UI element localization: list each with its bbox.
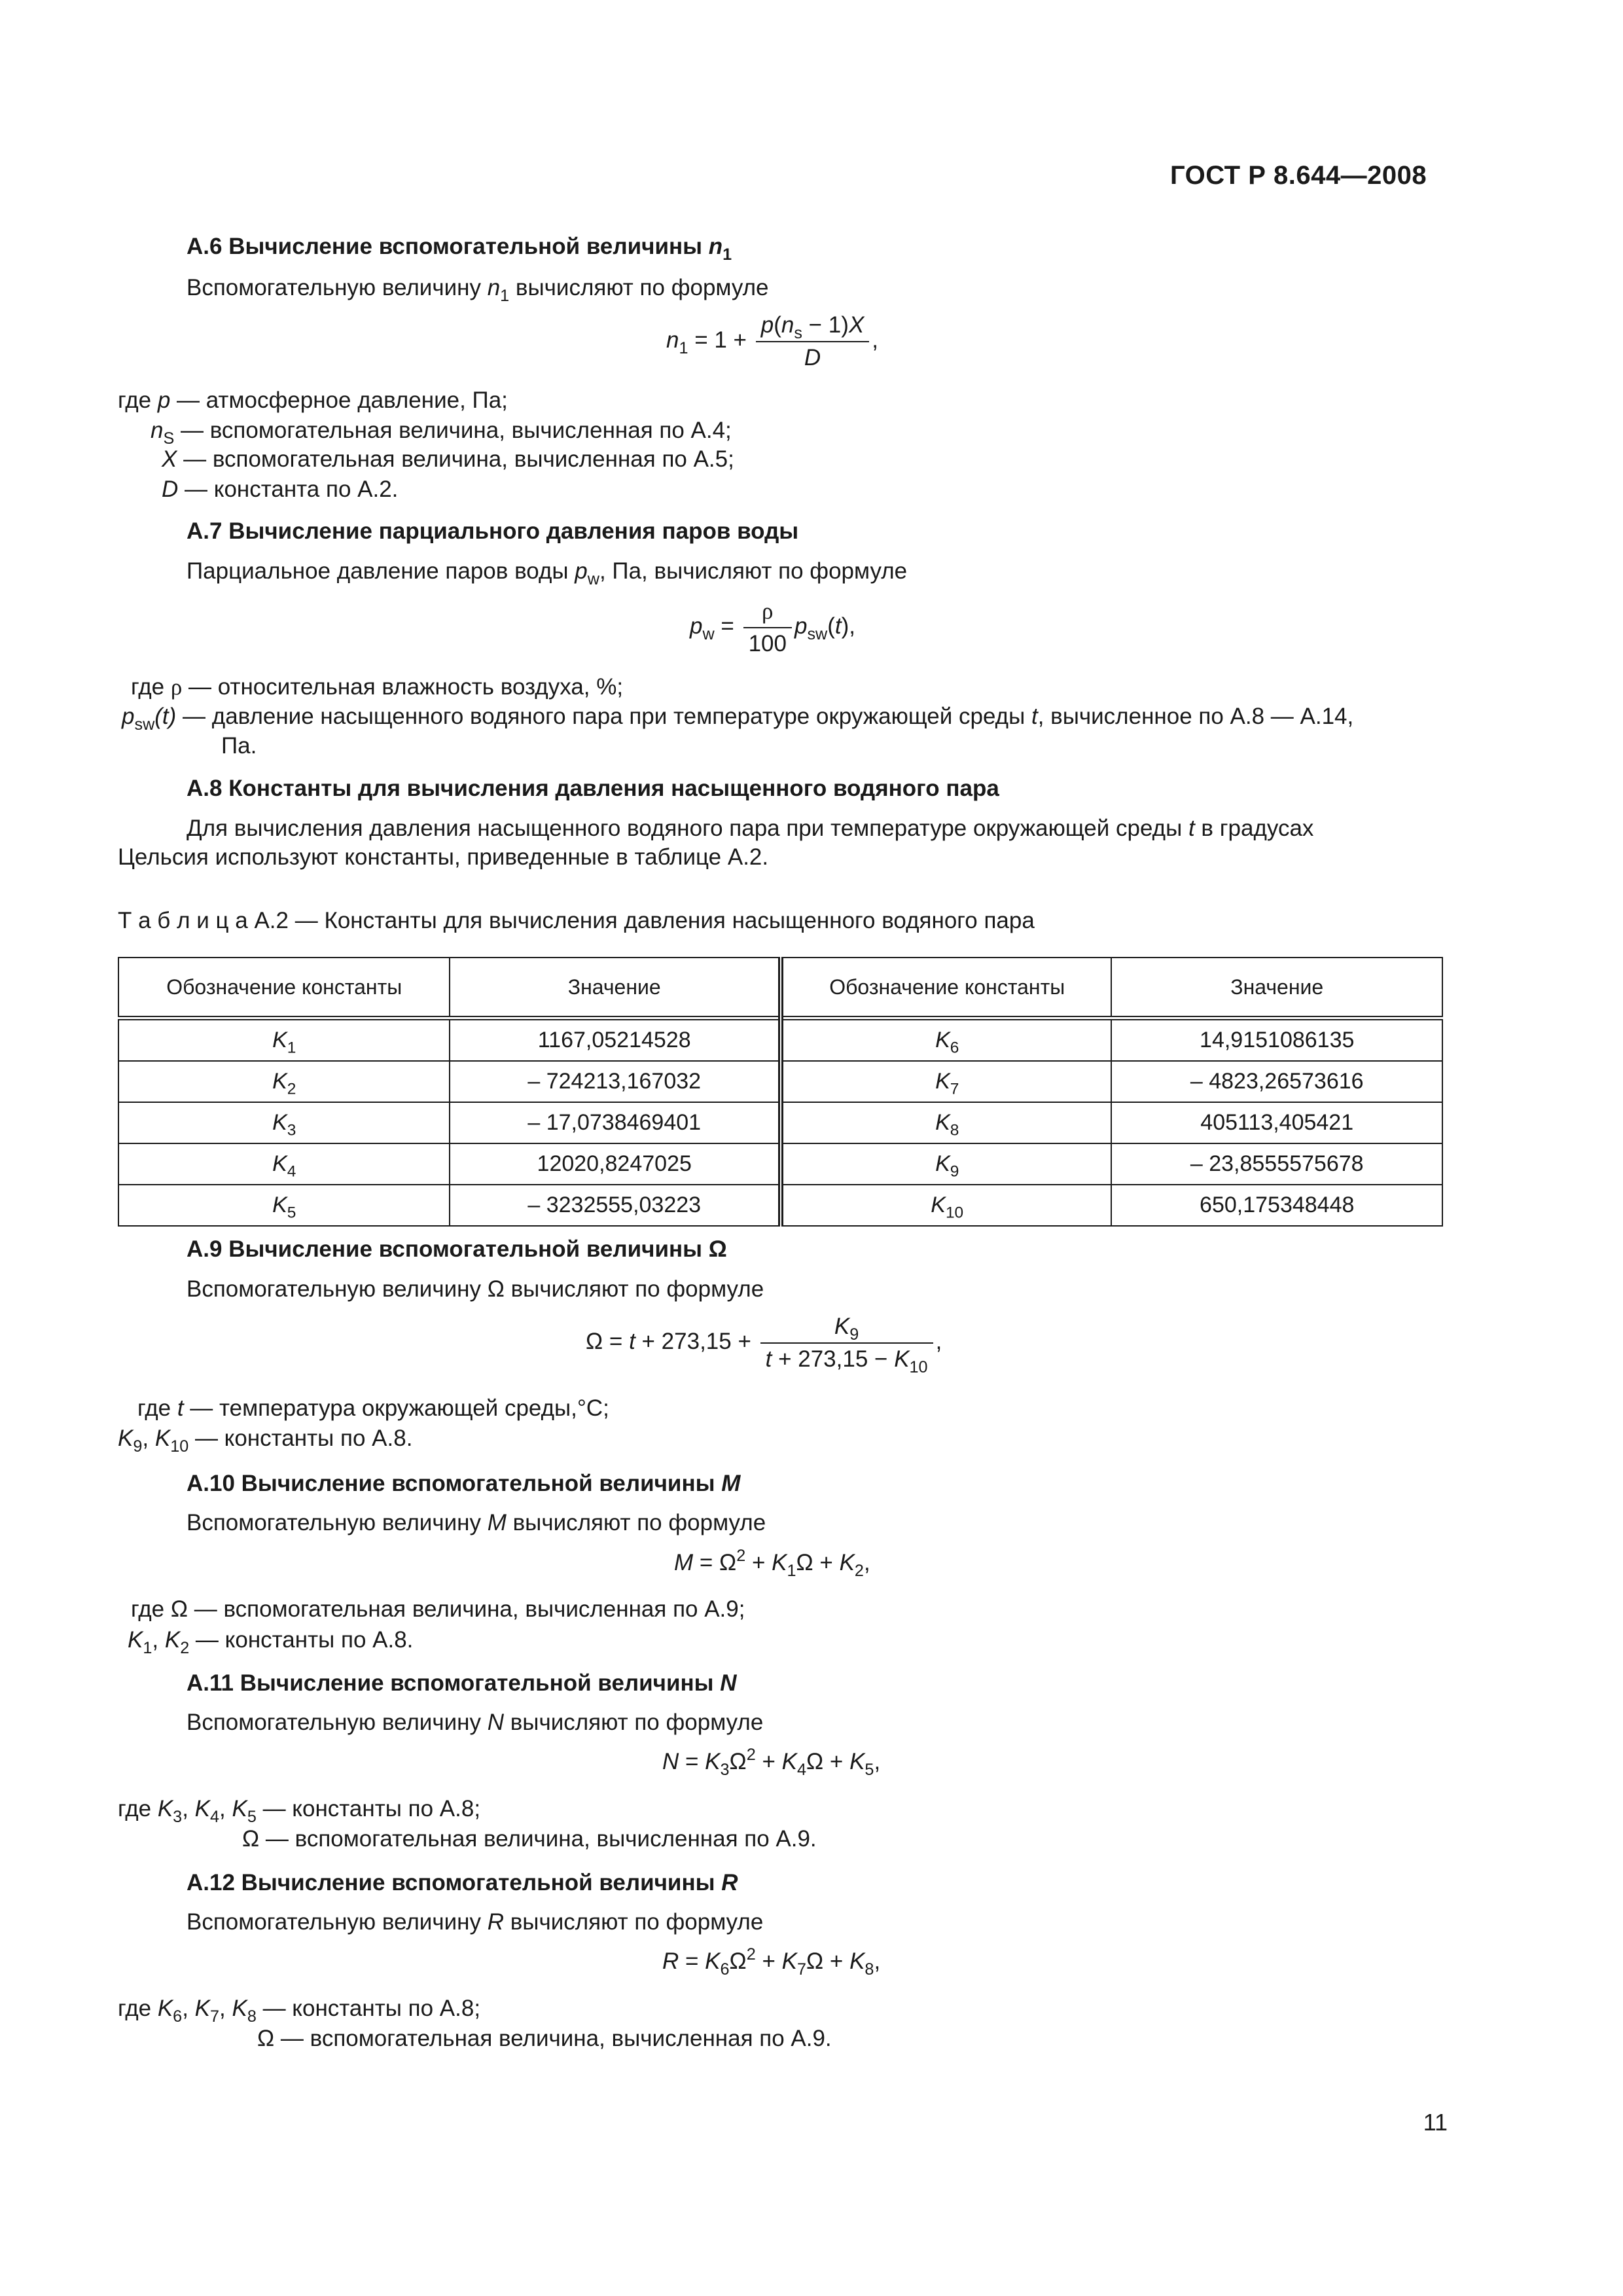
table-cell: 650,175348448: [1111, 1185, 1442, 1226]
table-cell: $K_{10}$: [781, 1185, 1111, 1226]
table-cell: – 3232555,03223: [450, 1185, 781, 1226]
table-cell: – 724213,167032: [450, 1061, 781, 1102]
table-row: [118, 1102, 1442, 1143]
where-a9-t: где t — температура окружающей среды,°С;: [137, 1395, 609, 1421]
table-row: [118, 1061, 1442, 1102]
formula-n1: $n_1 = 1$ + $\frac{p(n_s - 1)X}{D}$ ,: [666, 312, 879, 370]
table-cell: $K_7$: [781, 1061, 1111, 1102]
table-caption: Т а б л и ц а А.2 — Константы для вычисления давления насыщенного водяного пара: [118, 908, 1035, 933]
table-cell: $K_4$: [118, 1143, 450, 1185]
formula-r: $R = K_6\Omega^2 + K_7\Omega + K_8$,: [662, 1945, 881, 1979]
section-a11-intro: Вспомогательную величину N вычисляют по формуле: [187, 1710, 764, 1735]
table-row: [118, 1143, 1442, 1185]
table-cell: $K_5$: [118, 1185, 450, 1226]
table-cell: – 4823,26573616: [1111, 1061, 1442, 1102]
section-a10-intro: Вспомогательную величину M вычисляют по формуле: [187, 1510, 766, 1535]
section-a6-title: А.6 Вычисление вспомогательной величины $n_1$: [187, 234, 732, 264]
where-a11-k: где $K_3$, $K_4$, $K_5$ — константы по А.8;: [118, 1796, 481, 1826]
section-a9-intro: Вспомогательную величину Ω вычисляют по формуле: [187, 1276, 764, 1302]
section-a8-title: А.8 Константы для вычисления давления насыщенного водяного пара: [187, 776, 999, 801]
where-a7-unit: Па.: [221, 733, 257, 759]
section-a8-para-line1: Для вычисления давления насыщенного водяного пара при температуре окружающей среды t в градусах: [187, 816, 1314, 841]
section-a8-para-line2: Цельсия используют константы, приведенные в таблице А.2.: [118, 844, 769, 870]
formula-n: $N = K_3\Omega^2 + K_4\Omega + K_5$,: [662, 1746, 881, 1779]
table-header-cell: Значение: [450, 958, 781, 1018]
where-a6-x: X — вспомогательная величина, вычисленная по А.5;: [162, 446, 734, 472]
section-a12-intro: Вспомогательную величину R вычисляют по формуле: [187, 1909, 764, 1935]
where-a10-omega: где Ω — вспомогательная величина, вычисленная по А.9;: [131, 1596, 745, 1622]
where-a11-omega: Ω — вспомогательная величина, вычисленная по А.9.: [242, 1826, 817, 1852]
formula-pw: $p_w$ = $\frac{\rho}{100}$ $p_{sw}(t)$,: [690, 598, 856, 656]
table-cell: 14,9151086135: [1111, 1018, 1442, 1062]
table-cell: 405113,405421: [1111, 1102, 1442, 1143]
constants-table: [118, 957, 1443, 1227]
table-cell: $K_2$: [118, 1061, 450, 1102]
table-header-row: [118, 958, 1442, 1018]
where-a9-k: $K_9$, $K_{10}$ — константы по А.8.: [118, 1426, 413, 1456]
table-cell: 12020,8247025: [450, 1143, 781, 1185]
section-a9-title: А.9 Вычисление вспомогательной величины Ω: [187, 1236, 727, 1262]
where-a7-rho: где ρ — относительная влажность воздуха, %;: [131, 674, 624, 700]
page-number: 11: [1423, 2109, 1448, 2136]
table-cell: $K_1$: [118, 1018, 450, 1062]
where-a6-d: D — константа по А.2.: [162, 476, 399, 502]
formula-m: $M = \Omega^2 + K_1\Omega + K_2$,: [674, 1547, 870, 1580]
where-a6-p: где p — атмосферное давление, Па;: [118, 387, 508, 413]
section-a11-title: А.11 Вычисление вспомогательной величины N: [187, 1670, 737, 1696]
where-a12-omega: Ω — вспомогательная величина, вычисленная по А.9.: [257, 2026, 832, 2051]
where-a7-psw: $p_{sw}(t)$ — давление насыщенного водяного пара при температуре окружающей среды t, вычисленное по А.8 — А.14,: [122, 704, 1354, 734]
table-header-cell: Обозначение константы: [118, 958, 450, 1018]
document-id: ГОСТ Р 8.644—2008: [1170, 161, 1427, 190]
where-a10-k: $K_1$, $K_2$ — константы по А.8.: [128, 1627, 414, 1657]
table-cell: 1167,05214528: [450, 1018, 781, 1062]
section-a12-title: А.12 Вычисление вспомогательной величины R: [187, 1870, 738, 1895]
section-a7-intro: Парциальное давление паров воды $p_w$, Па, вычисляют по формуле: [187, 558, 908, 588]
table-header-cell: Значение: [1111, 958, 1442, 1018]
table-cell: $K_8$: [781, 1102, 1111, 1143]
table-cell: – 17,0738469401: [450, 1102, 781, 1143]
table-header-cell: Обозначение константы: [781, 958, 1111, 1018]
table-cell: $K_9$: [781, 1143, 1111, 1185]
where-a12-k: где $K_6$, $K_7$, $K_8$ — константы по А.8;: [118, 1996, 481, 2026]
section-a6-intro: Вспомогательную величину $n_1$ вычисляют по формуле: [187, 275, 769, 305]
table-row: [118, 1018, 1442, 1062]
where-a6-ns: $n_S$ — вспомогательная величина, вычисленная по А.4;: [151, 418, 732, 448]
table-cell: $K_3$: [118, 1102, 450, 1143]
section-a10-title: А.10 Вычисление вспомогательной величины M: [187, 1471, 741, 1496]
formula-omega: Ω = t + 273,15 + $\frac{K_9}{t + 273,15 - K_{10}}$ ,: [586, 1314, 942, 1376]
section-a7-title: А.7 Вычисление парциального давления паров воды: [187, 518, 799, 544]
table-cell: – 23,8555575678: [1111, 1143, 1442, 1185]
table-cell: $K_6$: [781, 1018, 1111, 1062]
table-row: [118, 1185, 1442, 1226]
